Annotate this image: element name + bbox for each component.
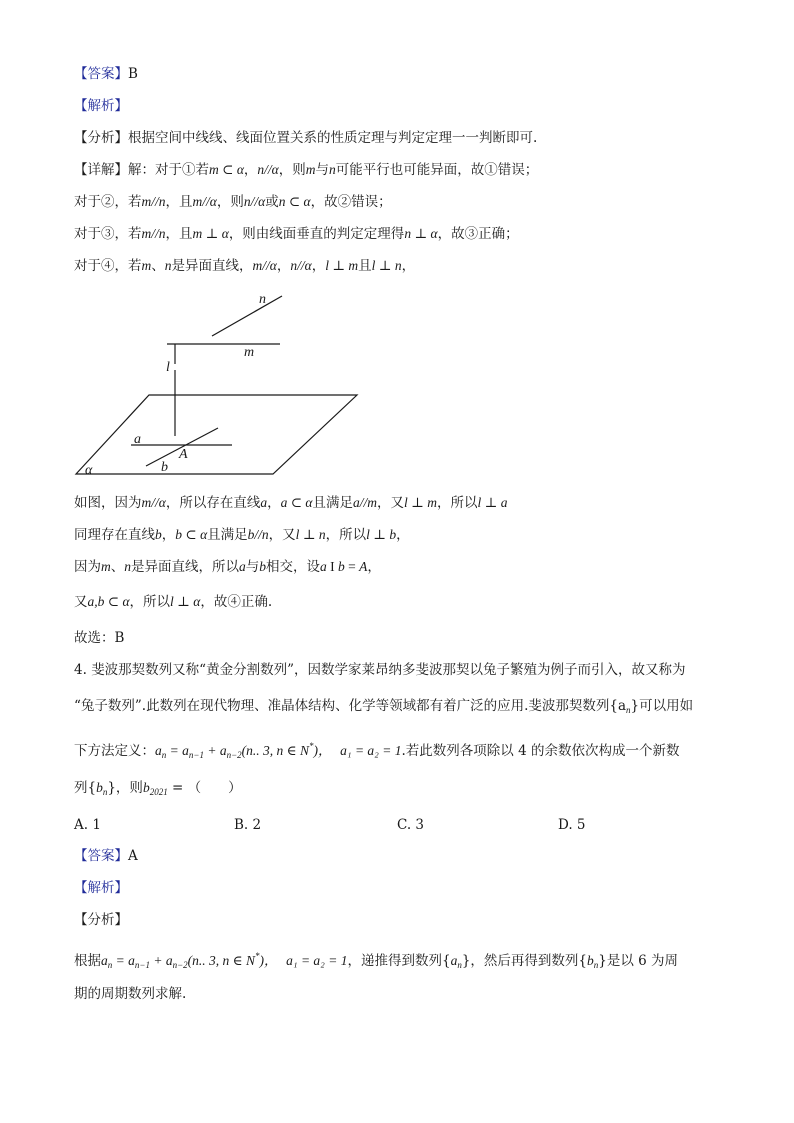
xiangjie-tag: 【详解】 (74, 162, 128, 178)
math: α (236, 162, 244, 177)
math: b (338, 559, 345, 574)
math: l (477, 495, 482, 510)
q4-fenxi-text-2 (74, 984, 186, 1004)
math: n//α (257, 162, 279, 177)
text: ，且 (165, 226, 193, 242)
text: ， (267, 495, 281, 511)
text: }，则 (107, 780, 143, 796)
q4-answer-line (74, 846, 138, 866)
text: ，又 (377, 495, 405, 511)
math: m (305, 162, 316, 177)
answer-line (74, 64, 138, 84)
text: 同理存在直线 (74, 527, 155, 543)
detail-line-4 (74, 256, 415, 276)
option-b: B. 2 (234, 817, 262, 833)
text: ， (401, 258, 416, 274)
math: ⊥ (202, 226, 222, 241)
text: 且满足 (207, 527, 248, 543)
math: b (142, 780, 150, 795)
math: α (221, 226, 229, 241)
math: * (309, 741, 314, 751)
text: ， (311, 258, 326, 274)
text: ，又 (268, 527, 296, 543)
math: = (344, 559, 360, 574)
detail-line-7 (74, 557, 381, 577)
math: l (404, 495, 408, 510)
math: = a (166, 743, 189, 758)
math: ⊂ (218, 162, 237, 177)
line-n (212, 296, 282, 336)
math: + a (203, 743, 227, 758)
math: )， (259, 953, 278, 968)
text: 对于④，若 (74, 258, 142, 274)
math: a (155, 743, 162, 758)
q4-analysis-line (74, 878, 128, 898)
recurrence-repeat (101, 953, 278, 968)
text: ， (161, 527, 176, 543)
math: l (371, 258, 376, 273)
math: b (96, 780, 103, 795)
option-c: C. 3 (397, 817, 425, 833)
math: α (122, 594, 130, 609)
math: b (155, 527, 162, 542)
math: I (326, 559, 338, 574)
label-l: l (166, 360, 170, 375)
math: m (427, 495, 437, 510)
fenxi-line (74, 128, 537, 148)
math: n//α (243, 194, 266, 209)
math: b (587, 953, 594, 968)
math: * (255, 951, 260, 961)
detail-line-8 (74, 592, 272, 612)
math: ⊂ (285, 194, 304, 209)
math: n (278, 194, 286, 209)
answer-value: B (128, 66, 138, 82)
plane-alpha (76, 395, 357, 474)
math: l (325, 258, 329, 273)
text: 、 (110, 559, 125, 575)
choice-text: 故选：B (74, 630, 125, 646)
text: ，所以 (129, 594, 171, 610)
math: ⊂ (287, 495, 306, 510)
math: a,b (87, 594, 105, 609)
text: ，故④正确. (200, 594, 273, 610)
text: ，则 (278, 162, 306, 178)
detail-line-3 (74, 224, 519, 244)
fenxi-tag: 【分析】 (74, 912, 128, 928)
answer-tag: 【答案】 (74, 848, 128, 864)
q4-fenxi-line (74, 910, 128, 930)
answer-value: A (128, 848, 138, 864)
text: ，则 (216, 194, 244, 210)
fenxi-text: 根据空间中线线、线面位置关系的性质定理与判定定理一一判断即可. (128, 130, 538, 146)
text: }是以 6 为周 (598, 953, 679, 969)
math: l (366, 527, 370, 542)
text: 解：对于①若 (128, 162, 209, 178)
math: n (593, 960, 599, 970)
math: n (318, 527, 326, 542)
text: ，所以存在直线 (165, 495, 261, 511)
math: a (500, 495, 508, 510)
math: α (200, 527, 208, 542)
math: n−1 (188, 750, 204, 760)
geometry-figure (70, 288, 370, 484)
math: a₁ = a₂ = 1 (286, 953, 348, 968)
math: ⊥ (328, 258, 349, 273)
label-alpha: α (85, 463, 93, 478)
text: ，所以 (436, 495, 478, 511)
text: 期的周期数列求解. (74, 986, 187, 1002)
math: m (348, 258, 359, 273)
math: n (404, 226, 412, 241)
math: b (175, 527, 182, 542)
q4-text-3-tail: .若此数列各项除以 4 的余数依次构成一个新数 (401, 743, 680, 759)
text: 相交，设 (266, 559, 320, 575)
math: ⊥ (173, 594, 194, 609)
text: }，然后再得到数列{ (461, 953, 588, 969)
q4-text-2-tail: }可以用如 (630, 698, 694, 714)
math: ⊥ (299, 527, 319, 542)
math: α (305, 495, 313, 510)
math: n (102, 787, 108, 797)
detail-line-5 (74, 493, 507, 513)
math: a (239, 559, 246, 574)
text: 与 (315, 162, 329, 178)
text: ， (367, 559, 381, 575)
math: a//m (353, 495, 378, 510)
math: m (141, 258, 152, 273)
analysis-tag: 【解析】 (74, 98, 128, 114)
text: 且满足 (312, 495, 353, 511)
q4-fenxi-text-1 (74, 946, 678, 975)
math: n (161, 750, 167, 760)
analysis-tag-line (74, 96, 128, 116)
math: ⊥ (481, 495, 501, 510)
text: 可能平行也可能异面，故①错误； (335, 162, 539, 178)
math: ⊥ (411, 226, 431, 241)
math: m//n (141, 194, 166, 209)
math: ⊥ (369, 527, 390, 542)
math: n (394, 258, 402, 273)
math: n−1 (134, 960, 150, 970)
math: ⊥ (407, 495, 428, 510)
math: )， (313, 743, 332, 758)
math: (n.. 3, n ∈ N (187, 953, 256, 968)
math: n (164, 258, 172, 273)
label-m: m (244, 345, 255, 360)
analysis-tag: 【解析】 (74, 880, 128, 896)
init-cond: a₁ = a₂ = 1 (340, 743, 402, 758)
math: a (320, 559, 327, 574)
math: a (280, 495, 288, 510)
math: m//α (141, 495, 166, 510)
text: 列{ (74, 780, 97, 796)
text: ， (276, 258, 291, 274)
math: b (389, 527, 397, 542)
math: α (303, 194, 311, 209)
math: (n.. 3, n ∈ N (241, 743, 310, 758)
math: n−2 (226, 750, 242, 760)
math: ⊂ (104, 594, 123, 609)
q4-text-3: 下方法定义： (74, 743, 155, 759)
text: ，递推得到数列{ (347, 953, 451, 969)
q4-number: 4. (74, 662, 87, 678)
q4-line-1 (74, 660, 686, 680)
text: 因为 (74, 559, 101, 575)
label-a: a (134, 432, 141, 447)
math: ⊂ (182, 527, 201, 542)
math: m (209, 162, 219, 177)
math: A (359, 559, 368, 574)
math: l (295, 527, 300, 542)
math: m//α (192, 194, 217, 209)
math: + a (149, 953, 173, 968)
text: ，且 (165, 194, 193, 210)
text: 或 (265, 194, 279, 210)
math: n (124, 559, 131, 574)
choice-line (74, 628, 124, 648)
text: ，故②错误； (310, 194, 392, 210)
math: n (457, 960, 462, 970)
math: 2021 (149, 787, 168, 797)
detail-line-1 (74, 160, 538, 180)
fenxi-tag: 【分析】 (74, 130, 128, 146)
math: α (430, 226, 438, 241)
q4-sub: n (626, 705, 631, 715)
text: 、 (151, 258, 165, 274)
math: n (107, 960, 113, 970)
math: a (101, 953, 108, 968)
math: n//α (290, 258, 312, 273)
math: l (170, 594, 174, 609)
q4-line-4 (74, 778, 242, 802)
text: ， (243, 162, 258, 178)
text: ，故③正确； (437, 226, 519, 242)
text: ，则由线面垂直的判定定理得 (228, 226, 405, 242)
text: 如图，因为 (74, 495, 142, 511)
label-b: b (161, 460, 168, 475)
math: ⊥ (375, 258, 395, 273)
math: m (101, 559, 111, 574)
text: 又 (74, 594, 88, 610)
math: α (193, 594, 201, 609)
label-A: A (179, 447, 188, 462)
option-d: D. 5 (558, 817, 586, 833)
recurrence (155, 743, 332, 758)
math: a (450, 953, 458, 968)
detail-line-6 (74, 525, 410, 545)
q4-line-2 (74, 696, 693, 720)
math: b (259, 559, 266, 574)
math: m//α (252, 258, 277, 273)
q4-text-1: 斐波那契数列又称“黄金分割数列”，因数学家莱昂纳多斐波那契以兔子繁殖为例子而引入，故又称为 (91, 662, 686, 678)
q4-line-3 (74, 736, 679, 765)
text: 对于②，若 (74, 194, 142, 210)
text: 且 (358, 258, 372, 274)
math: = a (112, 953, 135, 968)
label-n: n (259, 292, 266, 307)
math: a (260, 495, 268, 510)
text: 是异面直线， (171, 258, 253, 274)
text: = （ ） (167, 780, 242, 796)
math: m//n (141, 226, 166, 241)
math: m (192, 226, 203, 241)
math: b//n (247, 527, 269, 542)
detail-line-2 (74, 192, 392, 212)
text: ，所以 (325, 527, 367, 543)
text: 是异面直线，所以 (131, 559, 239, 575)
option-a: A. 1 (74, 817, 101, 833)
answer-tag: 【答案】 (74, 66, 128, 82)
text: ， (396, 527, 410, 543)
math: n−2 (172, 960, 188, 970)
q4-text-2: “兔子数列”.此数列在现代物理、准晶体结构、化学等领域都有着广泛的应用.斐波那契数列{a (74, 698, 627, 714)
math: n (329, 162, 336, 177)
text: 根据 (74, 953, 101, 969)
text: 与 (245, 559, 260, 575)
text: 对于③，若 (74, 226, 142, 242)
